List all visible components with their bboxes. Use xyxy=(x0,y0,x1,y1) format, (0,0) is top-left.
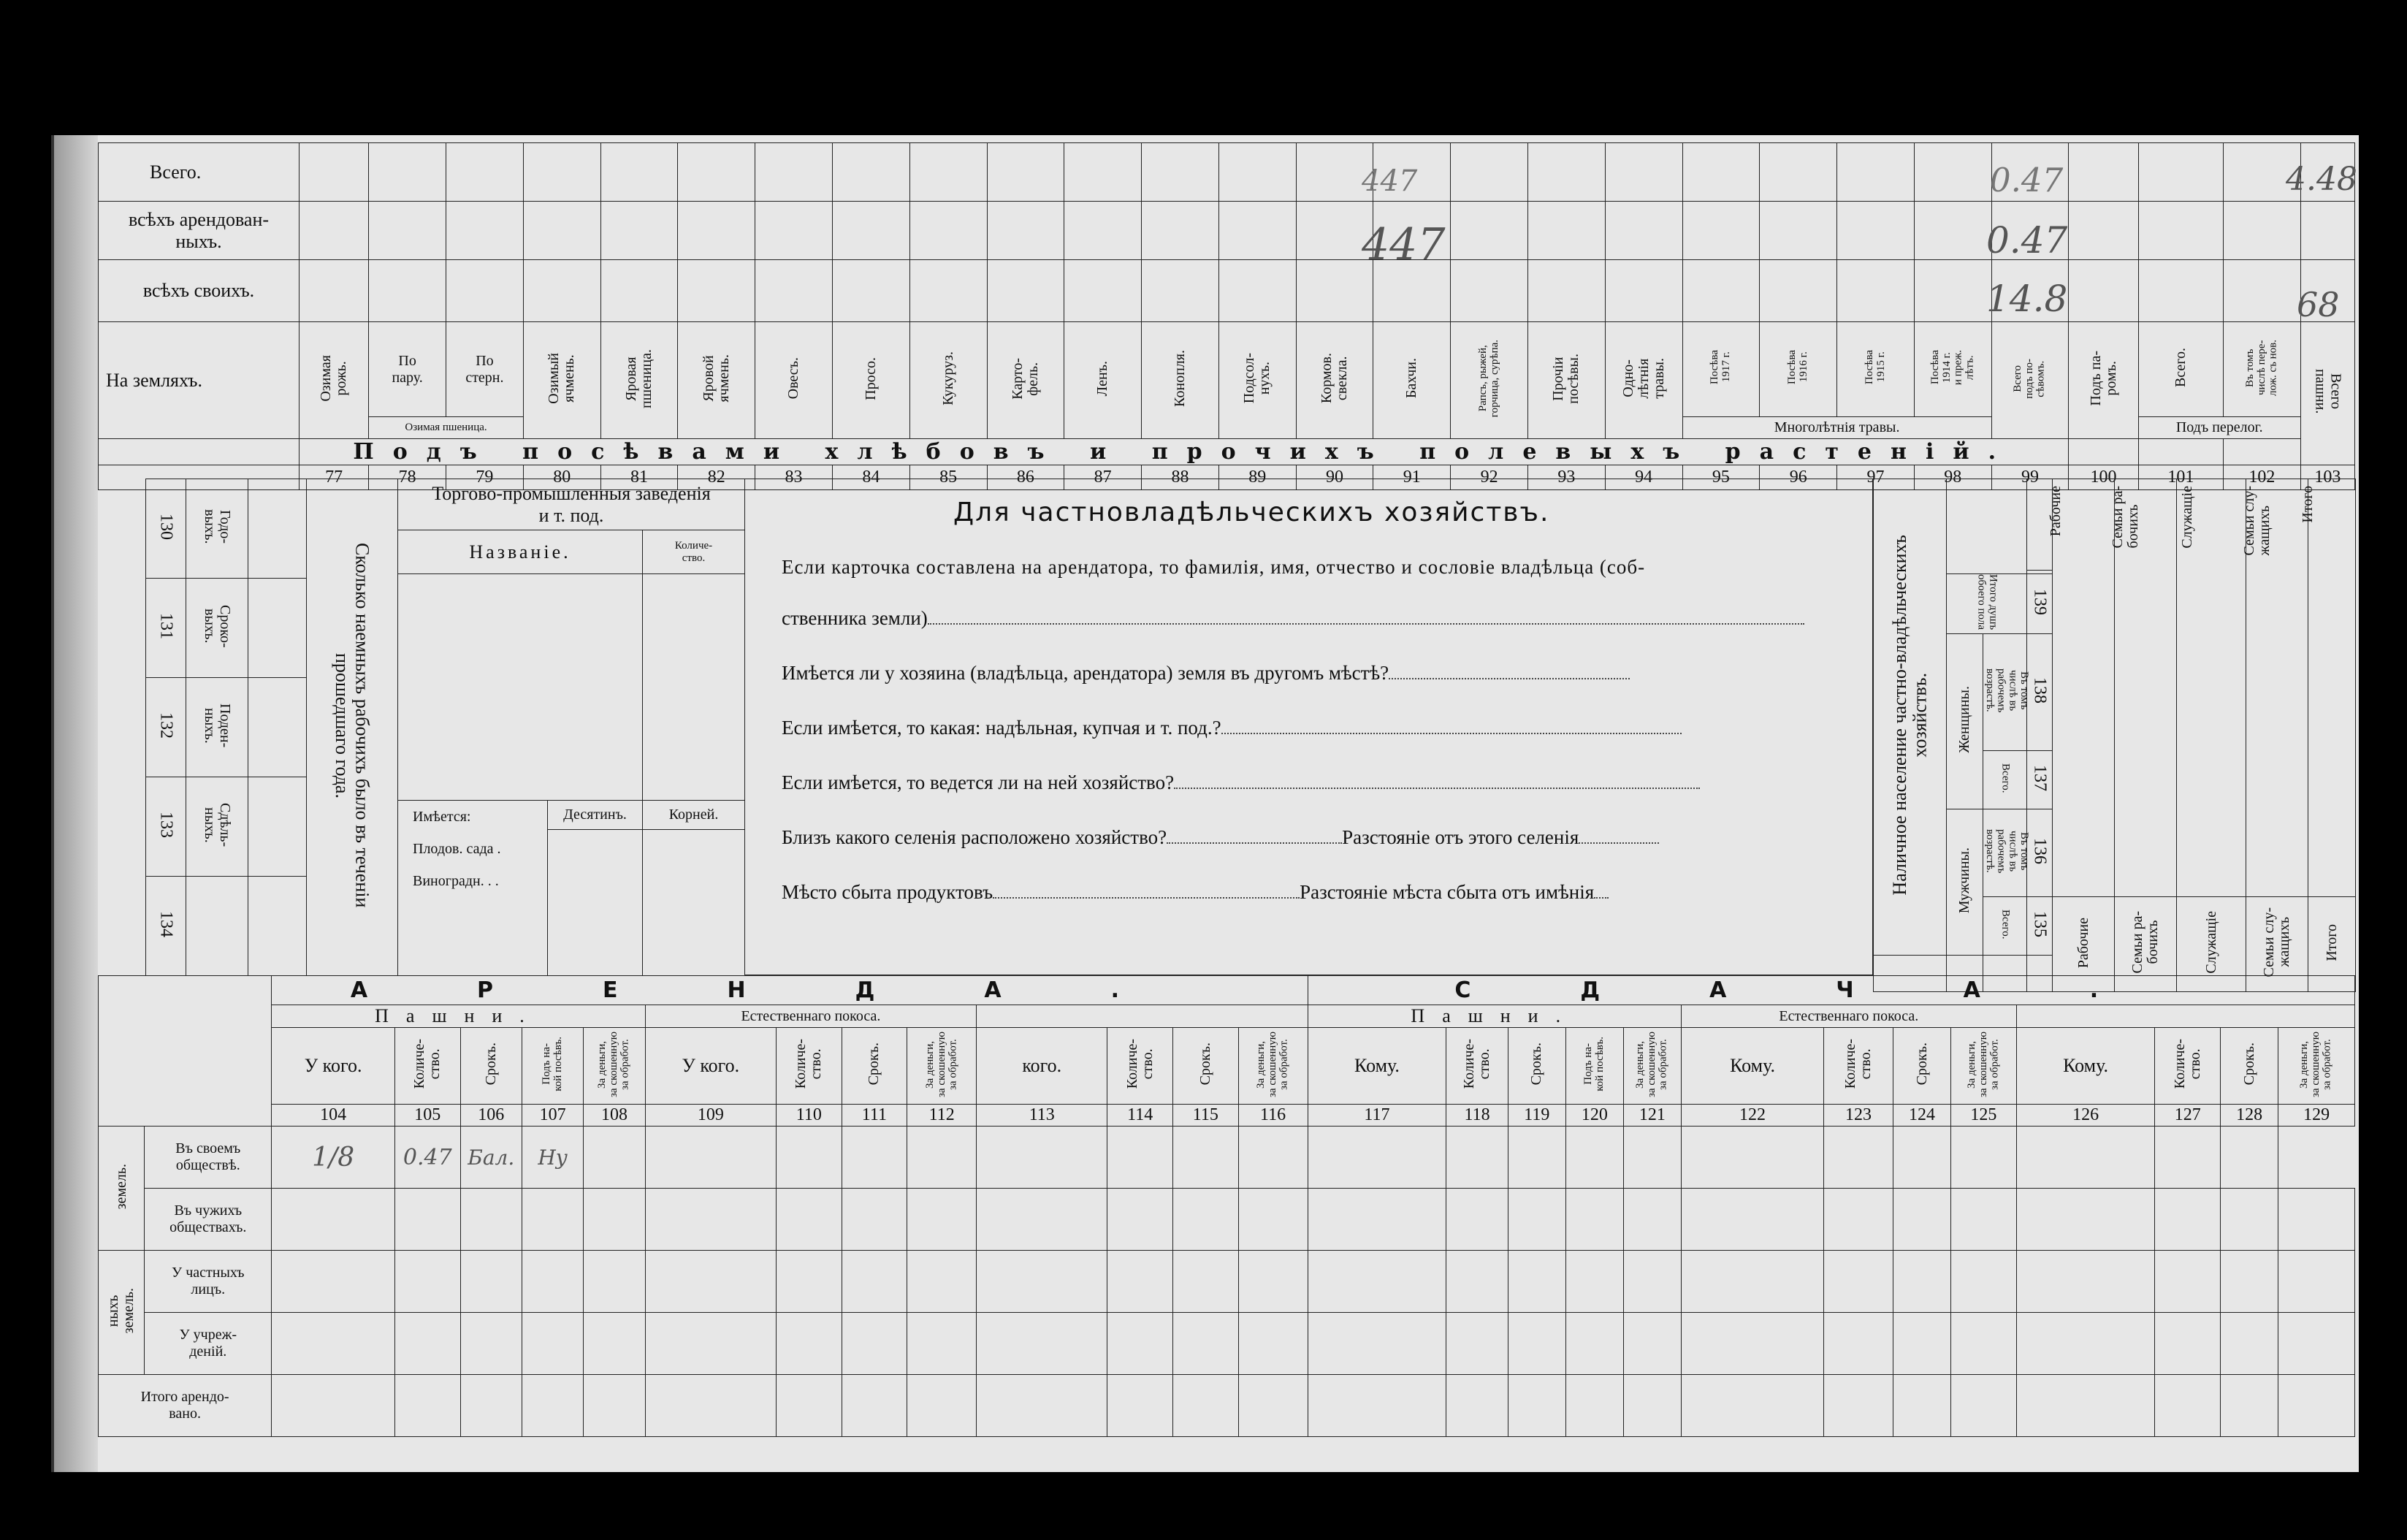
col-header: Бахчи. xyxy=(1403,358,1420,399)
handwritten-note: 0.47 xyxy=(1986,219,2068,262)
handwritten-note: 447 xyxy=(1362,219,1446,270)
has-label: Имѣется: xyxy=(413,809,471,825)
lease-title: АРЕНДА. xyxy=(272,976,1308,1005)
table-row: У учреж- деній. xyxy=(99,1313,2355,1375)
form-question-1a: Если карточка составлена на арендатора, то фамилія, имя, отчество и сословіе владѣльца (соб- xyxy=(782,556,1646,578)
farming-answer-field[interactable] xyxy=(1174,788,1700,789)
other-land-answer-field[interactable] xyxy=(1389,678,1630,679)
handwritten-note: 0.47 xyxy=(1990,161,2064,199)
col-header: Посѣва 1914 г. и преж. лѣтъ. xyxy=(1929,349,1976,386)
total-col: Итого xyxy=(2323,923,2340,961)
col-header: Всего пашни. xyxy=(2312,369,2344,414)
form-question-3: Если имѣется, то какая: надѣльная, купчая и т. под.? xyxy=(782,717,1221,739)
form-question-5: Близъ какого селенія расположено хозяйство? xyxy=(782,826,1167,848)
handwritten-note: 447 xyxy=(1362,164,1418,198)
col-header: Посѣва 1915 г. xyxy=(1863,350,1887,385)
korney-header: Корней. xyxy=(643,801,745,830)
row-label-rented: всѣхъ арендован- ныхъ. xyxy=(99,202,300,260)
handwritten-note: 14.8 xyxy=(1986,278,2068,320)
owner-answer-field[interactable] xyxy=(928,623,1804,625)
lease-col-headers: У кого. Количе- ство. Срокъ. Подъ на- кой посѣвъ. За деньги, за скошенную за обработ. У кого. Количе- ство. Срокъ. За деньги, за скошенную за обработ. кого. Количе- ство. Срокъ. За деньги, за скошенную за обработ. Кому. Количе- ство. Срокъ. Подъ на- кой посѣвъ. За деньги, за скошенную за обработ. Кому. Количе- ство. Срокъ. За деньги, за скошенную за обработ. Кому. Количе- ство. Срокъ. За деньги, за скошенную за обработ. xyxy=(99,1028,2355,1105)
col-header: Просо. xyxy=(862,357,879,400)
col-header: Кукуруз. xyxy=(939,351,956,405)
row-label-lands: На земляхъ. xyxy=(99,322,300,439)
market-distance-field[interactable] xyxy=(1594,897,1609,899)
col-header: Ленъ. xyxy=(1094,360,1111,397)
winter-wheat-label: Озимая пшеница. xyxy=(369,417,524,439)
col-header: Яровая пшеница. xyxy=(622,348,655,408)
hired-workers-block: 130 Годо- выхъ. Сколько наемныхъ рабочихъ было въ теченіи прошедшаго года. 131 Сроко- выхъ. 132 Поден- ныхъ. 133 Сдѣль- ныхъ. 134 xyxy=(145,479,398,976)
col-header: Въ томъ числѣ пере- лож. съ нов. xyxy=(2243,339,2279,396)
market-answer-field[interactable] xyxy=(993,897,1300,899)
crops-section-title: Подъ посѣвами хлѣбовъ и прочихъ полевыхъ растеній. xyxy=(300,439,2069,465)
form-question-2: Имѣется ли у хозяина (владѣльца, арендатора) земля въ другомъ мѣстѣ? xyxy=(782,662,1389,684)
meadow-label: Естественнаго покоса. xyxy=(645,1005,976,1028)
handwritten-note: 68 xyxy=(2297,285,2340,324)
group-label: земель. xyxy=(112,1163,129,1210)
trade-title: Торгово-промышленныя заведенія и т. под. xyxy=(398,479,745,530)
col-header: Озимый ячмень. xyxy=(546,353,578,404)
workers-yearly: Годо- выхъ. xyxy=(202,509,233,544)
form-question-6: Мѣсто сбыта продуктовъ xyxy=(782,881,993,903)
top-number-row: 77 78 79 80 81 82 83 84 85 86 87 88 89 90 91 92 93 94 95 96 97 98 99 100 101 102 103 xyxy=(99,465,2355,490)
village-distance-field[interactable] xyxy=(1579,842,1659,844)
total-souls-label: Итого душъ обоего пола xyxy=(1975,574,1999,630)
table-row-total: Итого арендо- вано. xyxy=(99,1375,2355,1437)
table-row: земель. Въ своемъ обществѣ. 1/8 0.47 Бал. Ну xyxy=(99,1127,2355,1189)
sublease-title: СДАЧА. xyxy=(1308,976,2354,1005)
col-header: Озимая рожь. xyxy=(300,322,369,439)
col-header: По стерн. xyxy=(446,322,524,417)
perennial-grass-label: Многолѣтнія травы. xyxy=(1682,417,1991,439)
col-header: Посѣва 1916 г. xyxy=(1785,350,1809,385)
name-col-header: Названіе. xyxy=(398,530,643,574)
form-title: Для частновладѣльческихъ хозяйствъ. xyxy=(953,498,1550,527)
vineyard-label: Виноградн. . . xyxy=(413,873,499,889)
form-question-6b: Разстояніе мѣста сбыта отъ имѣнія xyxy=(1300,881,1595,903)
population-block: Наличное население частно-владѣльческихъ хозяйствъ. Итого душъ обоего пола 139 Женщины. Въ томъ числѣ въ рабочемъ возрастѣ. 138 Всего. 137 Мужчины. Въ томъ числѣ въ рабочемъ возрастѣ. 136 Всего. 135 Рабочие Семьи ра- бочихъ Служащіе Семьи слу- жащихъ Итого xyxy=(1873,479,2356,992)
form-question-1b: ственника земли) xyxy=(782,607,928,629)
row-label: Въ своемъ обществѣ. xyxy=(145,1127,272,1189)
table-row: ныхъ земель. У частныхъ лицъ. xyxy=(99,1251,2355,1313)
census-card xyxy=(51,135,2359,1472)
lease-table: АРЕНДА. СДАЧА. Пашни. Естественнаго покоса. Пашни. Естественнаго покоса. У кого. Количе- ство. Срокъ. Подъ на- кой посѣвъ. За деньги, за скошенную за обработ. У кого. Количе- ство. Срокъ. За деньги, за скошенную за обработ. кого. Количе- ство. Срокъ. За деньги, за скошенную за обработ. Кому. Количе- ство. Срокъ. Подъ на- кой посѣвъ. За деньги, за скошенную за обработ. Кому. Количе- ство. Срокъ. За деньги, за скошенную за обработ. Кому. Количе- ство. Срокъ. За деньги, за скошенную за обработ. 104 105 106 107 108 109 110 111 112 113 114 115 116 117 118 119 120 121 122 123 124 125 126 127 128 129 земель. Въ своемъ обществѣ. 1/8 0.47 Бал. Ну Въ чужихъ обществахъ. ныхъ земель. У частныхъ лицъ. У учреж- деній. Итого арендо- вано. xyxy=(98,975,2355,1437)
col-header: Одно- лѣтнія травы. xyxy=(1620,358,1667,399)
village-answer-field[interactable] xyxy=(1167,842,1342,844)
population-title: Наличное население частно-владѣльческихъ хозяйствъ. xyxy=(1889,535,1931,896)
employees-families-col: Семьи слу- жащихъ xyxy=(2261,907,2292,977)
hired-workers-title: Сколько наемныхъ рабочихъ было въ теченіи прошедшаго года. xyxy=(332,543,373,908)
men-label: Мужчины. xyxy=(1956,847,1972,914)
trade-establishments-block xyxy=(397,479,745,976)
form-question-4: Если имѣется, то ведется ли на ней хозяйство? xyxy=(782,771,1175,793)
col-header: Яровой ячмень. xyxy=(700,354,732,403)
col-header: Карто- фель. xyxy=(1009,357,1041,400)
row-label-own: всѣхъ своихъ. xyxy=(99,260,300,322)
women-label: Женщины. xyxy=(1956,686,1972,754)
col-header: Кормов. свекла. xyxy=(1319,353,1351,404)
population-top-headers: Рабочие Семьи ра- бочихъ Служащіе Семьи слу- жащихъ Итого xyxy=(2048,486,2316,556)
col-header: По пару. xyxy=(369,322,446,417)
land-type-answer-field[interactable] xyxy=(1221,733,1682,734)
col-header: Конопля. xyxy=(1171,350,1188,407)
fallow-label: Подъ перелог. xyxy=(2138,417,2300,439)
employees-col: Служащіе xyxy=(2202,911,2219,974)
handwritten-note: 4.48 xyxy=(2286,161,2357,198)
col-header: Всего. xyxy=(2172,347,2189,388)
lease-number-row: 104 105 106 107 108 109 110 111 112 113 114 115 116 117 118 119 120 121 122 123 124 125 126 127 128 129 xyxy=(99,1105,2355,1127)
table-row: Въ чужихъ обществахъ. xyxy=(99,1189,2355,1251)
desyatin-header: Десятинъ. xyxy=(548,801,643,830)
row-label-total: Всего. xyxy=(99,143,300,202)
private-estates-form xyxy=(744,479,1873,975)
qty-col-header: Количе- ство. xyxy=(643,530,745,574)
orchard-label: Плодов. сада . xyxy=(413,841,501,857)
arable-label: Пашни. xyxy=(272,1005,645,1028)
workers-families-col: Семьи ра- бочихъ xyxy=(2129,911,2161,974)
col-header: Посѣва 1917 г. xyxy=(1709,350,1732,385)
workers-col: Рабочие xyxy=(2075,917,2091,968)
col-header: Всего подъ по- сѣвомъ. xyxy=(2012,358,2047,399)
col-header: Подъ па- ромъ. xyxy=(2087,351,2119,406)
form-question-5b: Разстояніе отъ этого селенія xyxy=(1342,826,1579,848)
col-header: Овесъ. xyxy=(785,357,802,400)
col-header: Прочіи посѣвы. xyxy=(1550,353,1582,404)
col-header: Рапсъ, рыжей, горчица, сурѣпа. xyxy=(1476,339,1500,418)
col-header: Подсол- нухъ. xyxy=(1241,353,1273,404)
